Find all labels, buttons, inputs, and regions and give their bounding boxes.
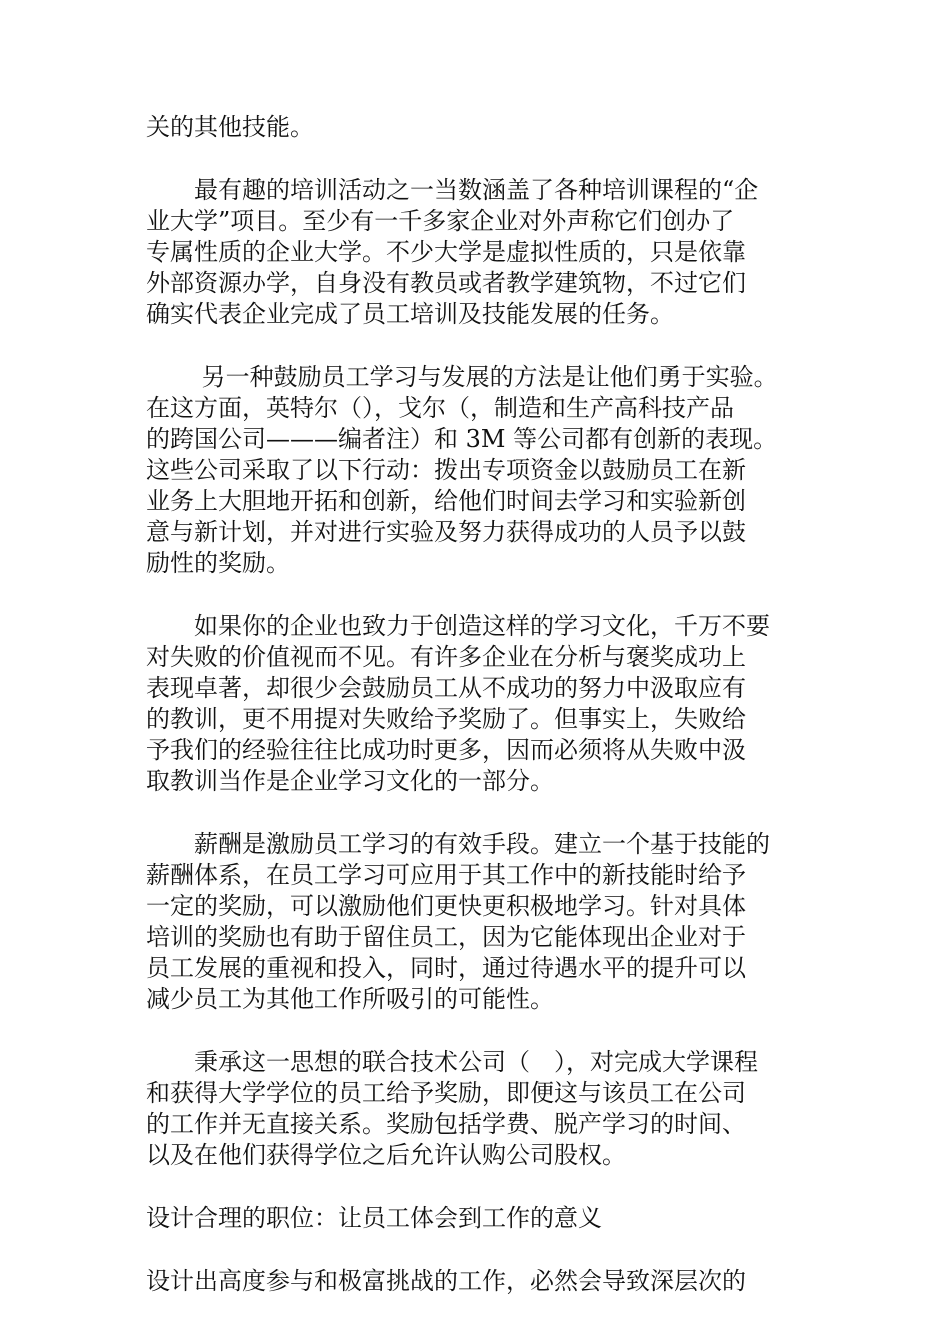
text-line: 励性的奖励。 <box>146 549 290 577</box>
section-heading <box>146 1203 811 1234</box>
paragraph-3 <box>146 362 811 579</box>
text-line: 最有趣的培训活动之一当数涵盖了各种培训课程的“企 <box>146 176 759 204</box>
text-line: 的工作并无直接关系。奖励包括学费、脱产学习的时间、 <box>146 1110 746 1138</box>
text-line: 培训的奖励也有助于留住员工，因为它能体现出企业对于 <box>146 923 746 951</box>
paragraph-6 <box>146 1047 811 1171</box>
text-line: 取教训当作是企业学习文化的一部分。 <box>146 767 554 795</box>
text-line: 减少员工为其他工作所吸引的可能性。 <box>146 985 554 1013</box>
document-page <box>146 112 811 1297</box>
text-line: 薪酬是激励员工学习的有效手段。建立一个基于技能的 <box>146 830 770 858</box>
text-line: 专属性质的企业大学。不少大学是虚拟性质的，只是依靠 <box>146 238 746 266</box>
paragraph-gap <box>146 1015 811 1047</box>
text-line: 确实代表企业完成了员工培训及技能发展的任务。 <box>146 300 674 328</box>
paragraph-gap <box>146 1171 811 1203</box>
text-line: 的跨国公司———编者注）和 3M 等公司都有创新的表现。 <box>146 425 778 453</box>
text-line: 意与新计划，并对进行实验及努力获得成功的人员予以鼓 <box>146 518 746 546</box>
text-line: 薪酬体系，在员工学习可应用于其工作中的新技能时给予 <box>146 861 746 889</box>
paragraph-5 <box>146 829 811 1015</box>
paragraph-2 <box>146 175 811 330</box>
text-line: 秉承这一思想的联合技术公司（ ），对完成大学课程 <box>146 1048 758 1076</box>
text-line: 员工发展的重视和投入，同时，通过待遇水平的提升可以 <box>146 954 746 982</box>
text-line: 这些公司采取了以下行动：拨出专项资金以鼓励员工在新 <box>146 456 746 484</box>
text-line: 业大学”项目。至少有一千多家企业对外声称它们创办了 <box>146 207 735 235</box>
text-line: 如果你的企业也致力于创造这样的学习文化，千万不要 <box>146 612 770 640</box>
text-line: 表现卓著，却很少会鼓励员工从不成功的努力中汲取应有 <box>146 674 746 702</box>
paragraph-4 <box>146 611 811 797</box>
heading-line: 设计合理的职位：让员工体会到工作的意义 <box>146 1204 602 1232</box>
paragraph-gap <box>146 330 811 362</box>
text-line: 和获得大学学位的员工给予奖励，即便这与该员工在公司 <box>146 1079 746 1107</box>
text-line: 外部资源办学，自身没有教员或者教学建筑物，不过它们 <box>146 269 746 297</box>
text-line: 一定的奖励，可以激励他们更快更积极地学习。针对具体 <box>146 892 746 920</box>
paragraph-gap <box>146 143 811 175</box>
text-line: 关的其他技能。 <box>146 113 314 141</box>
paragraph-gap <box>146 579 811 611</box>
text-line: 予我们的经验往往比成功时更多，因而必须将从失败中汲 <box>146 736 746 764</box>
paragraph-1 <box>146 112 811 143</box>
text-line: 以及在他们获得学位之后允许认购公司股权。 <box>146 1141 626 1169</box>
paragraph-8 <box>146 1266 811 1297</box>
paragraph-gap <box>146 797 811 829</box>
text-line: 另一种鼓励员工学习与发展的方法是让他们勇于实验。 <box>146 363 778 391</box>
text-line: 在这方面，英特尔（），戈尔（，制造和生产高科技产品 <box>146 394 734 422</box>
text-line: 的教训，更不用提对失败给予奖励了。但事实上，失败给 <box>146 705 746 733</box>
text-line: 业务上大胆地开拓和创新，给他们时间去学习和实验新创 <box>146 487 746 515</box>
text-line: 对失败的价值视而不见。有许多企业在分析与褒奖成功上 <box>146 643 746 671</box>
paragraph-gap <box>146 1234 811 1266</box>
text-line: 设计出高度参与和极富挑战的工作，必然会导致深层次的 <box>146 1267 746 1295</box>
